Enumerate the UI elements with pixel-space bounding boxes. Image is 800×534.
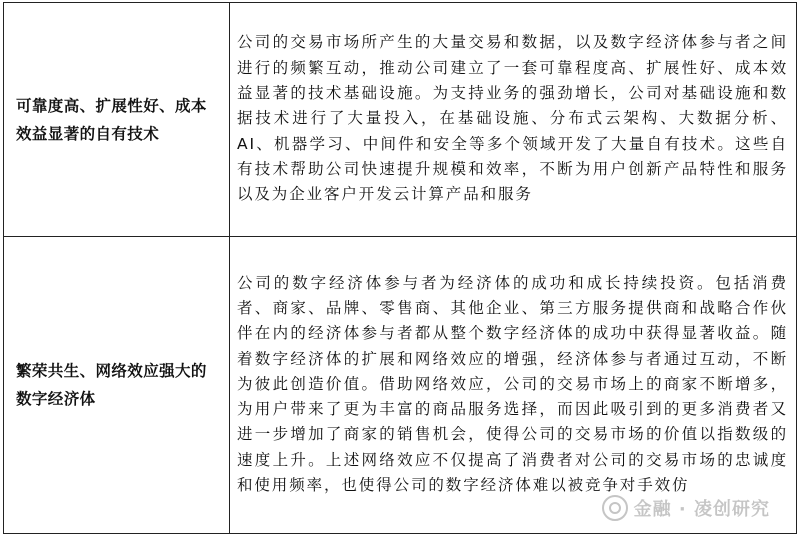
row-label: 可靠度高、扩展性好、成本效益显著的自有技术 (4, 3, 230, 237)
feature-table (3, 2, 797, 534)
table-row (4, 237, 797, 534)
row-description: 公司的交易市场所产生的大量交易和数据，以及数字经济体参与者之间进行的频繁互动，推动公司建立了一套可靠程度高、扩展性好、成本效益显著的技术基础设施。为支持业务的强劲增长，公司对基础设施和数据技术进行了大量投入，在基础设施、分布式云架构、大数据分析、AI、机器学习、中间件和安全等多个领域开发了大量自有技术。这些自有技术帮助公司快速提升规模和效率，不断为用户创新产品特性和服务以及为企业客户开发云计算产品和服务 (230, 3, 797, 237)
watermark-text: 金融 · 凌创研究 (633, 499, 770, 520)
row-description: 公司的数字经济体参与者为经济体的成功和成长持续投资。包括消费者、商家、品牌、零售商、其他企业、第三方服务提供商和战略合作伙伴在内的经济体参与者都从整个数字经济体的成功中获得显著收益。随着数字经济体的扩展和网络效应的增强，经济体参与者通过互动，不断为彼此创造价值。借助网络效应，公司的交易市场上的商家不断增多，为用户带来了更为丰富的商品服务选择，而因此吸引到的更多消费者又进一步增加了商家的销售机会，使得公司的交易市场的价值以指数级的速度上升。上述网络效应不仅提高了消费者对公司的交易市场的忠诚度和使用频率，也使得公司的数字经济体难以被竞争对手效仿 (230, 237, 797, 534)
table-row (4, 3, 797, 237)
row-label: 繁荣共生、网络效应强大的数字经济体 (4, 237, 230, 534)
